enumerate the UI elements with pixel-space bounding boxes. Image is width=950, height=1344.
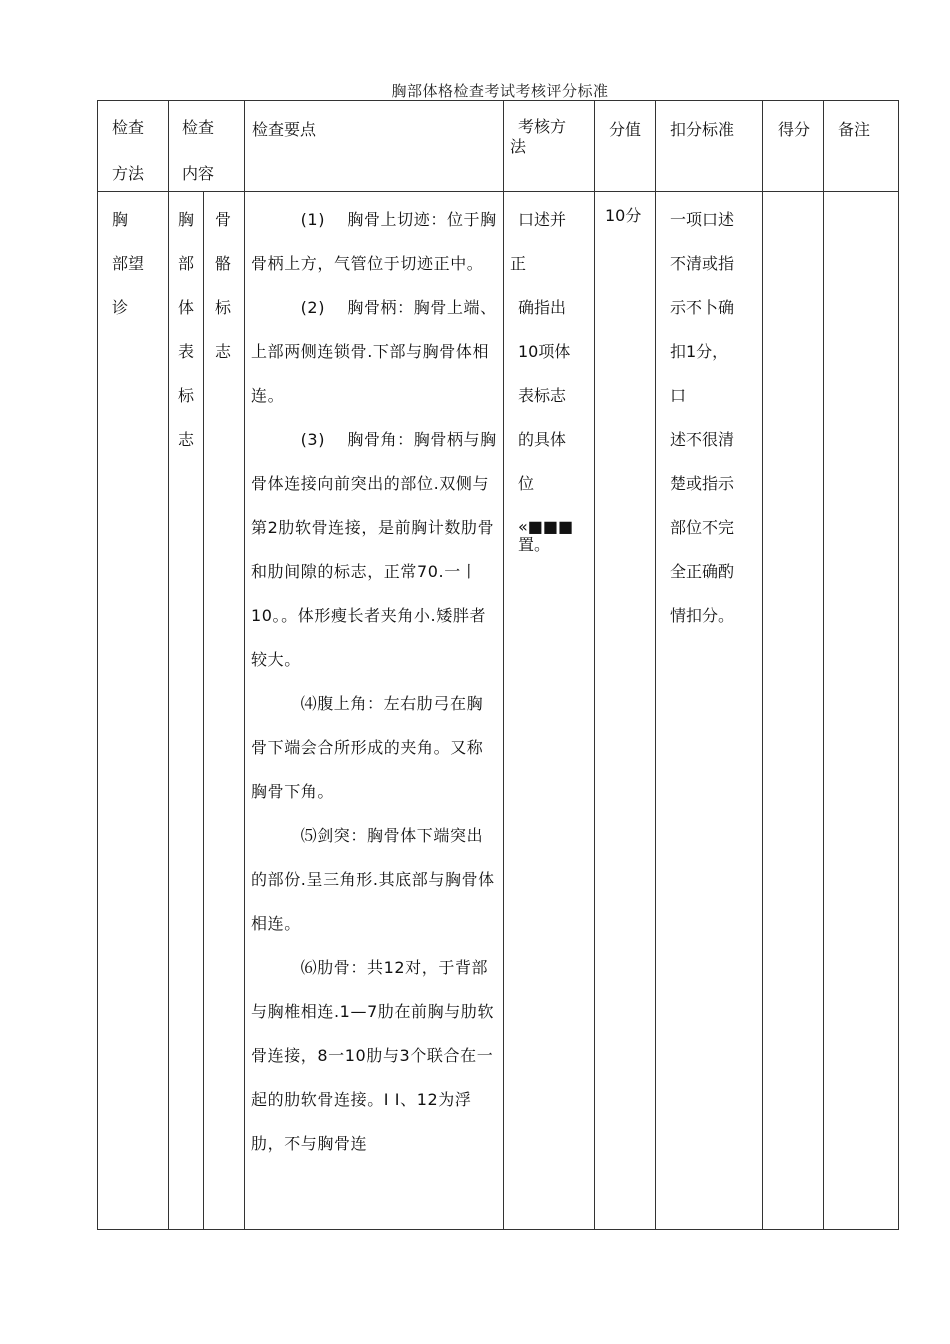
content-char: 体 — [177, 298, 194, 317]
page-title: 胸部体格检查考试考核评分标准 — [391, 82, 609, 100]
header-content-line2: 内容 — [182, 164, 215, 183]
content-subcategory — [213, 198, 233, 374]
point-item: ⑹肋骨：共12对，于背部与胸椎相连.1—7肋在前胸与肋软骨连接，8一10肋与3个联合在一起的肋软骨连接。I I、12为浮肋，不与胸骨连 — [251, 958, 495, 1153]
deduct-line: 示不卜确 — [670, 298, 735, 317]
exam-method-line: 位 — [518, 474, 535, 493]
deduct-line: 楚或指示 — [670, 474, 735, 493]
point-item: (2) 胸骨柄：胸骨上端、上部两侧连锁骨.下部与胸骨体相连。 — [251, 298, 497, 405]
col-divider — [503, 101, 504, 1229]
method-cell — [112, 198, 144, 330]
header-score: 分值 — [609, 120, 642, 139]
header-remark: 备注 — [838, 120, 871, 139]
col-divider — [823, 101, 824, 1229]
header-exam-method-line1: 考核方 — [518, 117, 567, 136]
exam-method-line: 确指出 — [518, 298, 567, 317]
col-divider — [762, 101, 763, 1229]
content-char: 志 — [214, 342, 231, 361]
header-method-line2: 方法 — [112, 164, 145, 183]
exam-method-line: 10项体 — [518, 342, 571, 361]
point-item: (3) 胸骨角：胸骨柄与胸骨体连接向前突出的部位.双侧与第2肋软骨连接，是前胸计数肋骨和肋间隙的标志，正常70.一丨10。。体形瘦长者夹角小.矮胖者较大。 — [251, 430, 497, 669]
score-cell: 10分 — [605, 206, 642, 225]
deduct-line: 口 — [670, 386, 687, 405]
exam-method-line: 表标志 — [518, 386, 567, 405]
exam-method-line: «■■■ — [518, 517, 574, 536]
point-item: ⑸剑突：胸骨体下端突出的部份.呈三角形.其底部与胸骨体相连。 — [251, 826, 495, 933]
deduct-line: 部位不完 — [670, 518, 735, 537]
deduct-line: 扣1分， — [670, 342, 729, 361]
exam-method-line: 口述并 — [518, 210, 567, 229]
deduct-line: 全正确酌 — [670, 562, 735, 581]
scoring-table — [97, 100, 899, 1230]
deduct-line: 情扣分。 — [670, 606, 735, 625]
col-divider — [168, 101, 169, 1229]
exam-method-line: 正 — [510, 254, 527, 273]
header-exam-method-line2: 法 — [510, 137, 527, 156]
content-char: 部 — [177, 254, 194, 273]
exam-method-cell — [510, 198, 590, 554]
content-char: 志 — [177, 430, 194, 449]
exam-method-line: 置。 — [518, 535, 551, 554]
header-exam-method — [510, 117, 567, 157]
point-item: (1) 胸骨上切迹：位于胸骨柄上方，气管位于切迹正中。 — [251, 210, 497, 273]
deduct-line: 述不很清 — [670, 430, 735, 449]
header-points: 检查要点 — [252, 120, 317, 139]
deduct-line: 一项口述 — [670, 210, 735, 229]
header-got: 得分 — [778, 120, 811, 139]
point-item: ⑷腹上角：左右肋弓在胸骨下端会合所形成的夹角。又称胸骨下角。 — [251, 694, 484, 801]
points-cell — [251, 198, 497, 1166]
header-deduct: 扣分标准 — [670, 120, 735, 139]
header-method-line1: 检查 — [112, 118, 145, 137]
method-line: 诊 — [112, 298, 129, 317]
content-char: 骼 — [214, 254, 231, 273]
deduct-cell — [670, 198, 758, 638]
content-char: 标 — [177, 386, 194, 405]
content-char: 表 — [177, 342, 194, 361]
method-line: 胸 — [112, 210, 129, 229]
col-divider — [594, 101, 595, 1229]
method-line: 部望 — [112, 254, 145, 273]
content-char: 骨 — [214, 210, 231, 229]
col-divider — [655, 101, 656, 1229]
header-content-line1: 检查 — [182, 118, 215, 137]
content-char: 标 — [214, 298, 231, 317]
header-divider — [98, 191, 898, 192]
col-divider — [203, 191, 204, 1229]
content-char: 胸 — [177, 210, 194, 229]
content-category — [176, 198, 196, 462]
deduct-line: 不清或指 — [670, 254, 735, 273]
col-divider — [244, 101, 245, 1229]
exam-method-line: 的具体 — [518, 430, 567, 449]
